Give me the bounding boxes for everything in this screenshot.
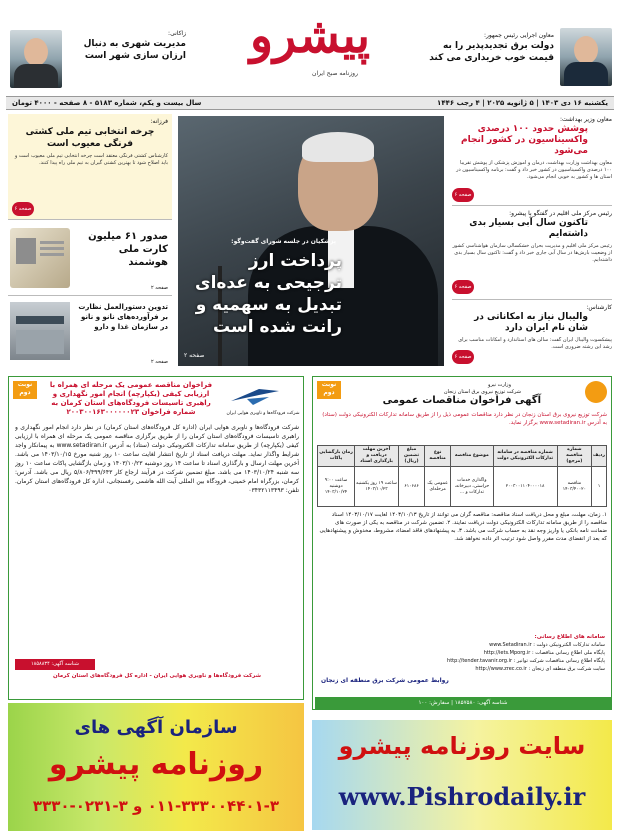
link-zrec[interactable]: http://www.zrec.co.ir : سایت شرکت برق منطقه ای زنجان xyxy=(475,666,605,672)
story-page-ref: صفحه ۲ xyxy=(151,285,168,291)
ad-site-title: سایت روزنامه پیشرو xyxy=(338,732,586,760)
masthead-left-title-1: مدیریت شهری به دنبال xyxy=(83,39,186,49)
table-header: آخرین مهلت دریافت و بارگذاری اسناد xyxy=(355,446,399,467)
hero-title-line: پرداخت ارز xyxy=(248,251,342,271)
table-cell: ساعت ۹:۰۰ دوشنبه ۱۴۰۳/۱۰/۲۴ xyxy=(318,467,355,507)
hero-photo-story[interactable] xyxy=(178,116,444,366)
masthead-right-story[interactable] xyxy=(424,32,554,64)
tender-intro: شرکت توزیع نیروی برق استان زنجان در نظر دارد مناقصات عمومی ذیل را از طریق سامانه تدارکات الکترونیکی دولت (ستاد) به آدرس www.setadiran.ir برگزار نماید. xyxy=(322,412,607,426)
tender-ad-kerman-airports[interactable] xyxy=(8,376,304,700)
table-header: مبلغ تضمین (ریال) xyxy=(399,446,425,467)
story-title: تدوین دستورالعمل نظارت بر فرآورده‌های نانو و نانو در سازمان غذا و دارو xyxy=(78,303,168,331)
tender-org: شرکت فرودگاه‌ها و ناوبری هوایی ایران xyxy=(226,411,300,416)
airport-logo-icon xyxy=(229,383,281,409)
ad-line-org: سازمان آگهی های xyxy=(74,717,238,738)
left-column xyxy=(8,114,172,370)
tender-footer: شرکت فرودگاه‌ها و ناوبری هوایی ایران - اداره کل فرودگاه‌های استان کرمان xyxy=(53,673,261,679)
tender-table-wrap xyxy=(317,445,607,507)
right-column xyxy=(452,114,612,370)
newspaper-logo: پیشرو xyxy=(249,8,371,64)
story-title: پوشش حدود ۱۰۰ درصدی واکسیناسیون در کشور انجام می‌شود xyxy=(461,124,588,156)
story-body: کارشناس کشتی فرنگی معتقد است چرخه انتخابی تیم ملی معیوب است و باید اصلاح شود تا بهترین کشتی گیران به تیم ملی راه پیدا کنند. xyxy=(14,153,168,166)
table-header: نوع مناقصه xyxy=(425,446,451,467)
news-story[interactable] xyxy=(452,114,612,206)
story-title: چرخه انتخابی تیم ملی کشتی فرنگی معیوب است xyxy=(25,127,155,149)
official-portrait-left xyxy=(10,30,62,88)
table-row xyxy=(318,467,607,507)
masthead-left-kicker: زاکانی: xyxy=(168,30,186,37)
hero-title-line: ترجیحی به عده‌ای xyxy=(194,273,342,293)
table-cell: مناقصه ۱۴۰۳/۴۰۰۲۰ xyxy=(557,467,591,507)
news-story[interactable] xyxy=(8,224,172,296)
tender-table xyxy=(317,445,607,507)
hero-page-ref: صفحه ۲ xyxy=(184,352,205,359)
tender-body: ۱. زمان، مهلت، مبلغ و محل دریافت اسناد مناقصه: مناقصه گران می توانند از تاریخ ۱۴۰۳/۱۰/۱۳ لغایت ۱۴۰۳/۱۰/۱۷ اسناد مناقصه را از طریق سامانه تدارکات الکترونیکی دولت دریافت نمایند. ۲. تضمین شرکت در مناقصه به یکی از صورت های ضمانت نامه بانکی یا واریز وجه نقد به حساب شرکت می باشد. ۳. به پیشنهادهای فاقد امضاء، مشروط، مخدوش و پیشنهادهایی که بعد از انقضای مدت مقرر واصل شود ترتیب اثر داده نخواهد شد. xyxy=(319,512,607,542)
story-kicker: فرزانه: xyxy=(150,118,168,125)
masthead-right-title-2: قیمت خوب خریداری می کند xyxy=(429,53,554,63)
page-badge: صفحه ۶ xyxy=(452,188,474,202)
tender-footer: روابط عمومی شرکت برق منطقه ای زنجان xyxy=(321,677,449,684)
company-label: شرکت توزیع نیروی برق استان زنجان xyxy=(443,389,521,395)
masthead-left-title-2: ارزان سازی شهر است xyxy=(84,51,186,61)
link-tavanir[interactable]: http://tender.tavanir.org.ir : پایگاه اطلاع رسانی مناقصات شرکت توانیر xyxy=(447,658,605,664)
story-kicker: رئیس مرکز ملی اقلیم در گفتگو با پیشرو: xyxy=(509,210,612,217)
masthead xyxy=(0,0,620,96)
story-kicker: کارشناس: xyxy=(586,304,612,311)
tender-ad-zanjan[interactable] xyxy=(312,376,612,710)
story-body: معاون بهداشت وزارت بهداشت، درمان و آموزش پزشکی از پوشش تقریبا ۱۰۰ درصدی واکسیناسیون در کشور خبر داد و گفت: برنامه واکسیناسیون در استان ها و کشور به خوبی انجام می‌شود. xyxy=(456,160,612,180)
turn-badge: نوبت دوم xyxy=(13,381,37,399)
ad-line-paper: روزنامه پیشرو xyxy=(48,747,264,782)
news-story[interactable] xyxy=(8,114,172,220)
turn-badge: نوبت دوم xyxy=(317,381,341,399)
tender-code: شناسه آگهی: ۱۸۵۸۸۳۴ xyxy=(15,659,95,670)
table-header: شماره مناقصه در سامانه تدارکات الکترونیکی دولت xyxy=(493,446,557,467)
news-story[interactable] xyxy=(452,302,612,370)
dateline-issue: سال بیست و یکم، شماره ۵۱۸۳ - ۸ صفحه - ۴۰۰۰ تومان xyxy=(12,99,202,107)
story-body: پیشکسوت والیبال ایران گفت: سالن های استاندارد و امکانات مناسب برای رشد این رشته ضروری است. xyxy=(458,337,612,350)
tavanir-logo-icon xyxy=(585,381,607,403)
website-ad[interactable] xyxy=(312,720,612,830)
id-card-image xyxy=(10,228,70,288)
news-story[interactable] xyxy=(452,208,612,300)
ad-site-url[interactable]: www.Pishrodaily.ir xyxy=(338,782,586,811)
masthead-left-story[interactable] xyxy=(66,30,186,62)
masthead-right-title-1: دولت برق تجدیدپذیر را به xyxy=(443,41,554,51)
ministry-label: وزارت نیرو xyxy=(487,382,511,388)
story-title: صدور ۶۱ میلیون کارت ملی هوشمند xyxy=(88,231,168,268)
tender-title: آگهی فراخوان مناقصات عمومی xyxy=(382,395,541,406)
story-title: تاکنون سال آبی بسیار بدی داشته‌ایم xyxy=(469,218,588,239)
story-page-ref: صفحه ۲ xyxy=(151,359,168,365)
story-kicker: معاون وزیر بهداشت: xyxy=(559,116,612,123)
table-header-row xyxy=(318,446,607,467)
page-badge: صفحه ۶ xyxy=(452,350,474,364)
hero-title-line: تبدیل به سهمیه و xyxy=(195,295,342,315)
story-body: رئیس مرکز ملی اقلیم و مدیریت بحران خشکسالی سازمان هواشناسی کشور از وضعیت بارش‌ها در سال آبی جاری خبر داد و گفت: تاکنون سال بسیار بدی داشته‌ایم. xyxy=(452,243,612,263)
ad-line-phone: ۰۱۱-۳۳۳۰۰۴۴۰۱-۳ و ۳-۰۲۳۱-۳۳۳۰ xyxy=(32,797,280,815)
table-cell: عمومی یک مرحله‌ای xyxy=(425,467,451,507)
hero-kicker: پزشکیان در جلسه شورای گفت‌وگو: xyxy=(231,238,336,245)
table-header: ردیف xyxy=(592,446,607,467)
news-story[interactable] xyxy=(8,298,172,370)
link-iets[interactable]: http://iets.Mporg.ir : پایگاه ملی اطلاع رسانی مناقصات xyxy=(483,650,605,656)
hero-figure-hair xyxy=(302,132,374,162)
tender-body: شرکت فرودگاه‌ها و ناوبری هوایی ایران (اداره کل فرودگاه‌های استان کرمان) در نظر دارد انجام امور نگهداری و راهبری تاسیسات فرودگاه‌های استان کرمان را از طریق برگزاری مناقصه عمومی یک مرحله ای همراه با ارزیابی کیفی (یکپارچه) از طریق سامانه تدارکات الکترونیکی دولت (ستاد) به آدرس www.setadiran.ir به پیمانکار واجد شرایط واگذار نماید. مهلت دریافت اسناد از تاریخ انتشار لغایت ساعت ۱۰ روز شنبه مورخ ۱۴۰۳/۱۰/۱۵ می باشد. آخرین مهلت ارسال و بارگذاری اسناد تا ساعت ۱۴ روز دوشنبه ۱۴۰۳/۱۰/۲۳ و زمان بازگشایی پاکات ساعت ۱۰ روز سه شنبه ۱۴۰۳/۱۰/۲۴ می باشد. مبلغ تضمین شرکت در فرآیند ارجاع کار ۵/۸۰۶/۴۹۹/۶۴۳ ریال می باشد. آدرس: کرمان، بزرگراه امام خمینی، فرودگاه بین المللی آیت الله هاشمی رفسنجانی، اداره کل فرودگاه‌های استان کرمان. تلفن: ۰۳۴۳۲۱۱۳۴۹۳ xyxy=(15,424,299,494)
page-badge: صفحه ۶ xyxy=(452,280,474,294)
official-portrait-right xyxy=(560,28,612,86)
table-header: موضوع مناقصه xyxy=(451,446,493,467)
table-header: زمان بازگشایی پاکات xyxy=(318,446,355,467)
hero-title-line: رانت شده است xyxy=(213,317,342,337)
table-cell: واگذاری خدمات حراستی، دبیرخانه، تدارکات و ... xyxy=(451,467,493,507)
table-cell: ساعت ۱۹ روز یکشنبه ۱۴۰۳/۱۰/۲۳ xyxy=(355,467,399,507)
tender-code: شناسه آگهی: ۱۸۵۷۵۸۰ | سفارش: ۱۰۰ xyxy=(315,697,611,709)
tender-title: فراخوان مناقصه عمومی یک مرحله ای همراه با ارزیابی کیفی (یکپارچه) انجام امور نگهداری و راهبری تاسیسات فرودگاه‌های استان کرمان به شماره فراخوان ۲۰۰۳۰۰۱۶۳۰۰۰۰۰۰۲۳ xyxy=(49,381,213,416)
dateline-bar xyxy=(6,96,614,110)
page-badge: صفحه ۶ xyxy=(12,202,34,216)
advertising-org-ad[interactable] xyxy=(8,703,304,831)
table-cell: ۲۰۰۳۰۰۱۱۰۴۰۰۰۰۱۸ xyxy=(493,467,557,507)
hero-headline xyxy=(182,250,342,338)
dateline-date: یکشنبه ۱۶ دی ۱۴۰۳ | ۵ ژانویه ۲۰۲۵ | ۴ رجب ۱۴۴۶ xyxy=(437,99,608,107)
masthead-right-kicker: معاون اجرایی رئیس جمهور: xyxy=(484,32,554,39)
table-cell: ۱ xyxy=(592,467,607,507)
story-title: والیبال نیاز به امکاناتی در شان نام ایران دارد xyxy=(474,312,588,333)
links-title: سامانه های اطلاع رسانی: xyxy=(534,634,605,640)
table-cell: ۶۱۰۶۸۶ xyxy=(399,467,425,507)
newspaper-subtitle: روزنامه صبح ایران xyxy=(312,70,358,77)
link-setad[interactable]: www.Setadiran.ir : سامانه تدارکات الکترونیکی دولت xyxy=(489,642,605,648)
building-image xyxy=(10,302,70,360)
table-header: شماره مناقصه (مرجع) xyxy=(557,446,591,467)
